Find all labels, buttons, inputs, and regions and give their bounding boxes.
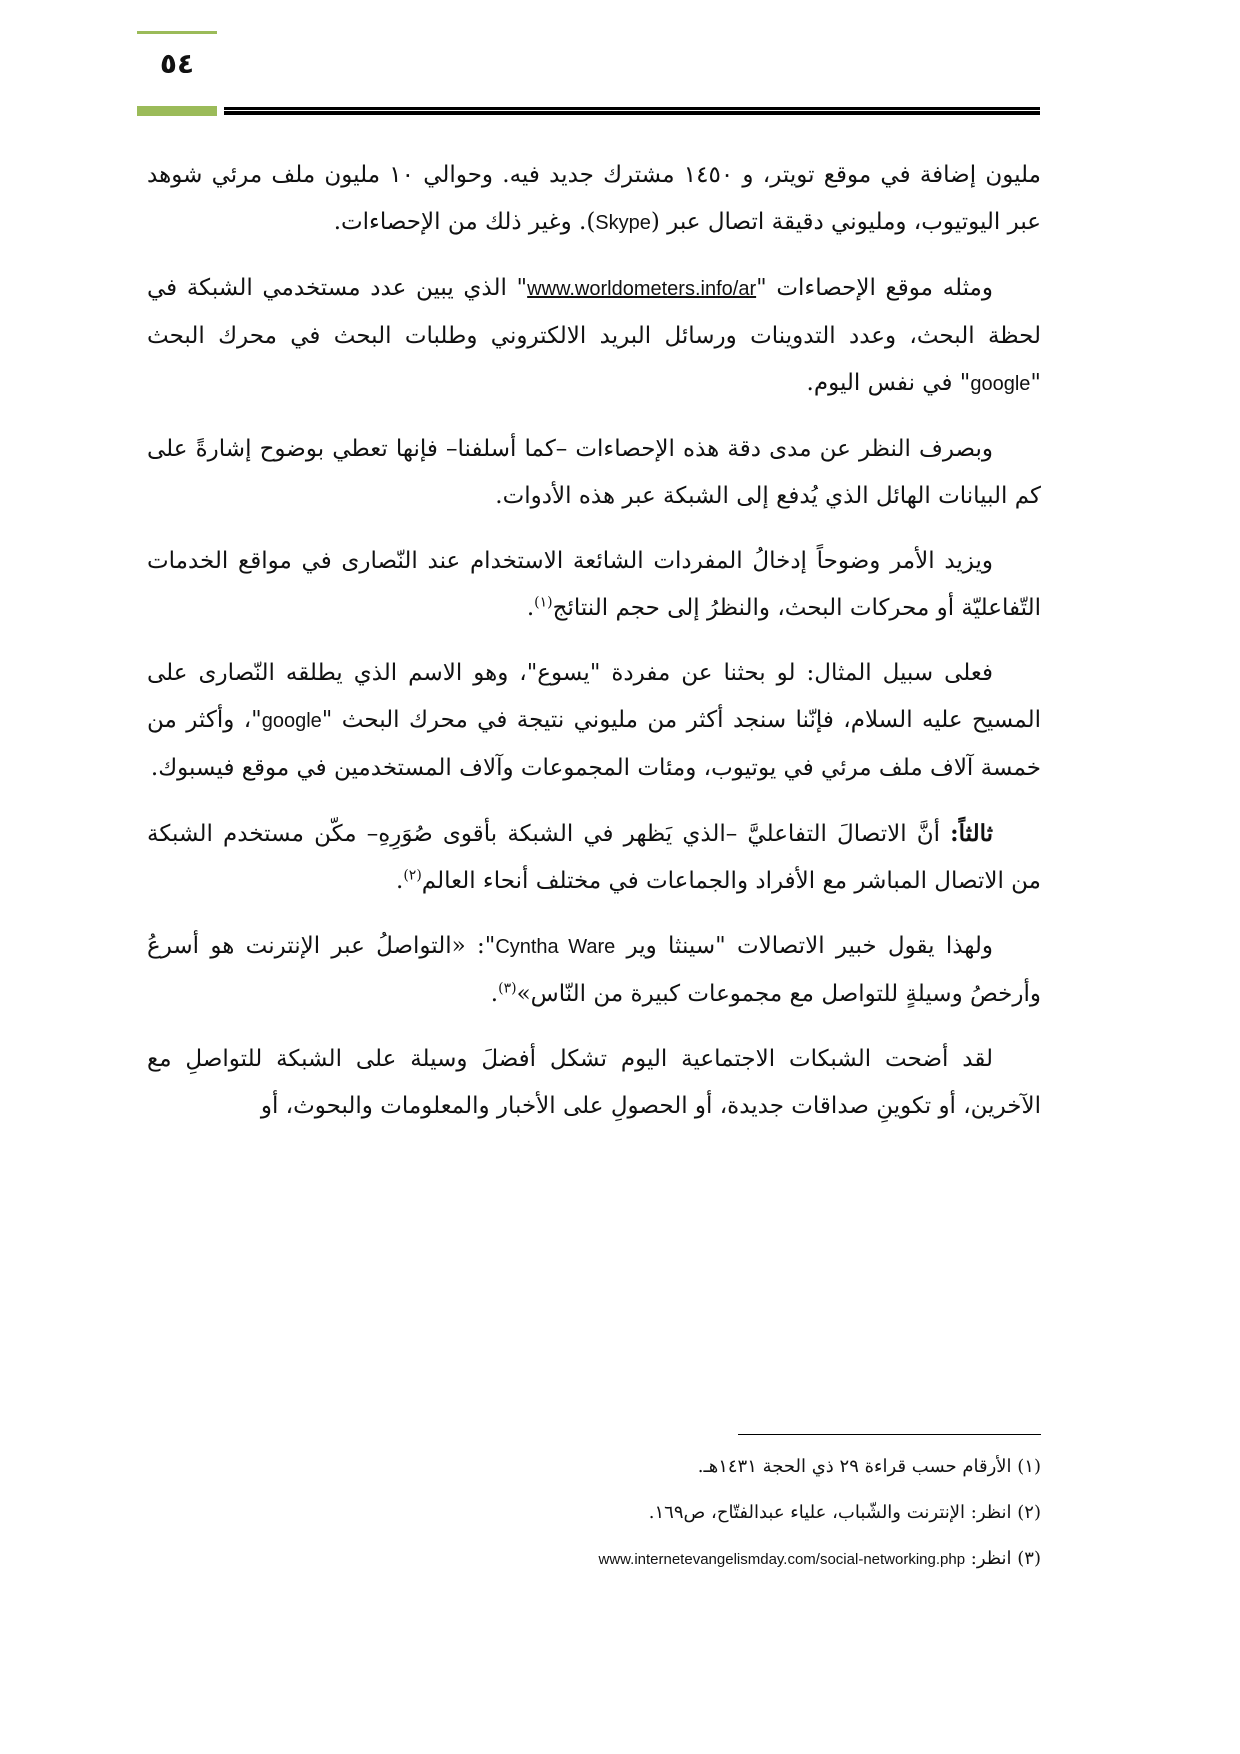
google-term: google <box>261 710 322 732</box>
footnote-divider <box>738 1434 1041 1435</box>
worldometers-link[interactable]: www.worldometers.info/ar <box>527 278 757 300</box>
skype-term: Skype <box>595 212 651 234</box>
paragraph-7: ولهذا يقول خبير الاتصالات "سينثا وير Cyntha Ware": «التواصلُ عبر الإنترنت هو أسرعُ وأرخصُ وسيلةٍ للتواصل مع مجموعات كبيرة من النّاس»$^{(٣)}$. <box>147 933 1041 1007</box>
paragraph-5: فعلى سبيل المثال: لو بحثنا عن مفردة "يسوع"، وهو الاسم الذي يطلقه النّصارى على المسيح عليه السلام، فإنّنا سنجد أكثر من مليوني نتيجة في محرك البحث "google"، وأكثر من خمسة آلاف ملف مرئي في يوتيوب، ومئات المجموعات وآلاف المستخدمين في موقع فيسبوك. <box>147 660 1042 781</box>
header-rule <box>224 107 1040 115</box>
paragraph-3: وبصرف النظر عن مدى دقة هذه الإحصاءات –كما أسلفنا– فإنها تعطي بوضوح إشارةً على كم البيانات الهائل الذي يُدفع إلى الشبكة عبر هذه الأدوات. <box>147 436 1041 509</box>
paragraph-4: ويزيد الأمر وضوحاً إدخالُ المفردات الشائعة الاستخدام عند النّصارى في مواقع الخدمات التّفاعليّة أو محركات البحث، والنظرُ إلى حجم النتائج$^{(١)}$. <box>147 548 1041 621</box>
footnotes <box>147 1444 1041 1583</box>
paragraph-8: لقد أضحت الشبكات الاجتماعية اليوم تشكل أفضلَ وسيلة على الشبكة للتواصلِ مع الآخرين، أو تكوينِ صداقات جديدة، أو الحصولِ على الأخبار والمعلومات والبحوث، أو <box>147 1046 1041 1119</box>
footnote-ref-1[interactable]: (١) <box>534 594 553 611</box>
section-lead: ثالثاً: <box>950 820 993 847</box>
footnote-ref-2[interactable]: (٢) <box>403 867 422 884</box>
paragraph-1: مليون إضافة في موقع تويتر، و ١٤٥٠ مشترك جديد فيه. وحوالي ١٠ مليون ملف مرئي شوهد عبر اليوتيوب، ومليوني دقيقة اتصال عبر (Skype). وغير ذلك من الإحصاءات. <box>147 162 1041 235</box>
cyntha-ware-name: Cyntha Ware <box>495 936 616 958</box>
footnote-3-link[interactable]: www.internetevangelismday.com/social-networking.php <box>598 1551 966 1568</box>
body-text <box>147 152 1041 1148</box>
paragraph-2: ومثله موقع الإحصاءات "www.worldometers.info/ar" الذي يبين عدد مستخدمي الشبكة في لحظة البحث، وعدد التدوينات ورسائل البريد الالكتروني وطلبات البحث في محرك البحث "google" في نفس اليوم. <box>147 275 1041 396</box>
footnote-2: (٢) انظر: الإنترنت والشّباب، علياء عبدالفتّاح، ص١٦٩. <box>648 1502 1041 1523</box>
google-term: google <box>970 373 1031 395</box>
footnote-ref-3[interactable]: (٣) <box>498 980 517 997</box>
page-number-accent-bottom <box>137 106 217 116</box>
footnote-3: (٣) انظر: www.internetevangelismday.com/social-networking.php <box>598 1548 1041 1569</box>
page-number: ٥٤ <box>159 47 195 80</box>
page-number-accent-top <box>137 31 217 34</box>
footnote-1: (١) الأرقام حسب قراءة ٢٩ ذي الحجة ١٤٣١هـ. <box>697 1456 1041 1477</box>
paragraph-6: ثالثاً: أنَّ الاتصالَ التفاعليَّ –الذي يَظهر في الشبكة بأقوى صُوَرِهِ– مكّن مستخدم الشبكة من الاتصال المباشر مع الأفراد والجماعات في مختلف أنحاء العالم$^{(٢)}$. <box>147 820 1041 894</box>
